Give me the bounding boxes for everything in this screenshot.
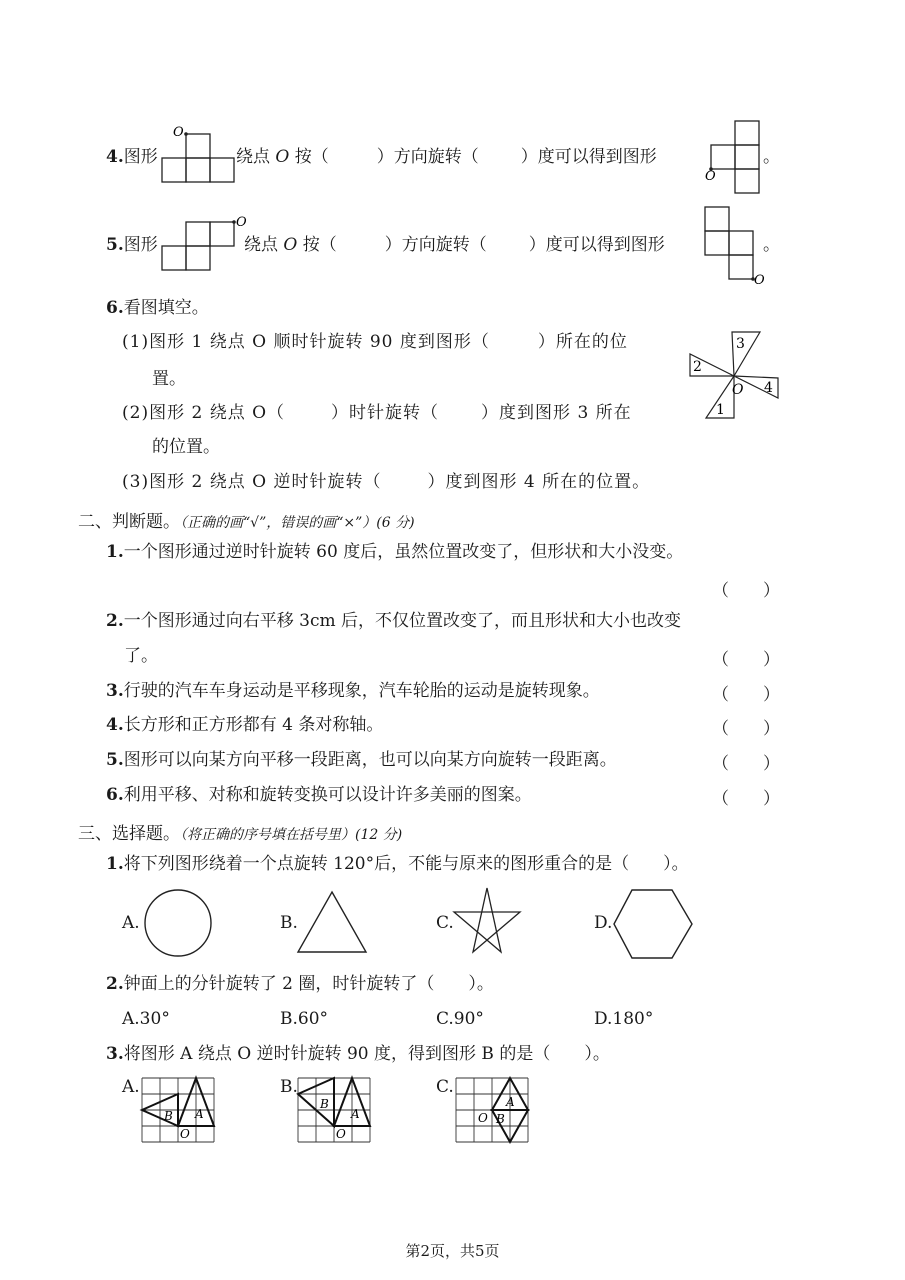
s3-q2-option-c[interactable]: C.90°	[436, 1009, 484, 1029]
s3-q1: 1.将下列图形绕着一个点旋转 120°后，不能与原来的图形重合的是（ ）。	[106, 854, 689, 874]
s3-q2-option-b[interactable]: B.60°	[280, 1009, 329, 1029]
grid-a-label-a: A	[195, 1107, 204, 1121]
s2-answer-3[interactable]: （ ）	[712, 685, 780, 705]
q6-p2: (2)图形 2 绕点 O（ ）时针旋转（ ）度到图形 3 所在	[122, 403, 632, 423]
s2-item-6: 6.利用平移、对称和旋转变换可以设计许多美丽的图案。	[106, 785, 532, 805]
grid-c-label-a: A	[506, 1095, 515, 1109]
grid-b-label-a: A	[351, 1107, 360, 1121]
grid-a-label-b: B	[164, 1109, 173, 1123]
s2-answer-6[interactable]: （ ）	[712, 789, 780, 809]
q6-pinwheel-diagram	[688, 332, 788, 422]
q6-p1-cont: 置。	[152, 369, 186, 389]
q5-text: 绕点 O 按（ ）方向旋转（ ）度可以得到图形	[244, 235, 665, 255]
s3-q1-option-b[interactable]: B.	[280, 913, 298, 933]
s3-q3: 3.将图形 A 绕点 O 逆时针旋转 90 度，得到图形 B 的是（ ）。	[106, 1044, 610, 1064]
q5-line: 5.图形	[106, 235, 158, 255]
q5-end: 。	[763, 235, 780, 255]
s2-answer-4[interactable]: （ ）	[712, 719, 780, 739]
s2-item-2: 2.一个图形通过向右平移 3cm 后，不仅位置改变了，而且形状和大小也改变	[106, 611, 682, 631]
grid-option-a	[140, 1076, 216, 1146]
grid-option-c	[454, 1076, 530, 1146]
q6-title: 6.看图填空。	[106, 298, 209, 318]
q4-shape-left	[158, 125, 238, 185]
grid-a-label-o: O	[180, 1127, 190, 1141]
q6-label-1: 1	[716, 402, 725, 418]
s2-item-2-cont: 了。	[124, 646, 158, 666]
q4-line: 4.图形	[106, 147, 158, 167]
s2-item-1: 1.一个图形通过逆时针旋转 60 度后，虽然位置改变了，但形状和大小没变。	[106, 542, 684, 562]
triangle-shape	[296, 890, 370, 956]
grid-c-label-o: O	[478, 1111, 488, 1125]
q5-point-o-right: O	[754, 273, 765, 288]
q5-shape-right	[702, 204, 772, 286]
q6-p3: (3)图形 2 绕点 O 逆时针旋转（ ）度到图形 4 所在的位置。	[122, 472, 651, 492]
s2-answer-5[interactable]: （ ）	[712, 754, 780, 774]
q4-end: 。	[763, 147, 780, 167]
s2-answer-1[interactable]: （ ）	[712, 581, 780, 601]
q6-p2-cont: 的位置。	[152, 437, 220, 457]
s2-answer-2[interactable]: （ ）	[712, 650, 780, 670]
q4-text: 绕点 O 按（ ）方向旋转（ ）度可以得到图形	[236, 147, 657, 167]
q5-point-o-left: O	[236, 215, 247, 230]
grid-b-label-o: O	[336, 1127, 346, 1141]
s2-item-5: 5.图形可以向某方向平移一段距离，也可以向某方向旋转一段距离。	[106, 750, 617, 770]
s3-q1-option-c[interactable]: C.	[436, 913, 454, 933]
q5-shape-left	[158, 215, 248, 273]
s3-q1-option-a[interactable]: A.	[122, 913, 140, 933]
q6-label-o: O	[732, 382, 744, 398]
s3-q2-option-d[interactable]: D.180°	[594, 1009, 654, 1029]
q4-point-o-left: O	[173, 125, 184, 140]
s3-q3-option-b[interactable]: B.	[280, 1077, 298, 1097]
s3-q3-option-a[interactable]: A.	[122, 1077, 140, 1097]
section3-heading: 三、选择题。（将正确的序号填在括号里）(12 分)	[78, 824, 403, 844]
s3-q2-option-a[interactable]: A.30°	[122, 1009, 170, 1029]
star-shape	[452, 886, 522, 956]
q6-label-4: 4	[764, 380, 773, 396]
hexagon-shape	[612, 888, 694, 960]
s3-q3-option-c[interactable]: C.	[436, 1077, 454, 1097]
grid-c-label-b: B	[496, 1112, 505, 1126]
q4-point-o-right: O	[705, 169, 716, 184]
s2-item-3: 3.行驶的汽车车身运动是平移现象，汽车轮胎的运动是旋转现象。	[106, 681, 600, 701]
section2-heading: 二、判断题。（正确的画“√”，错误的画“×”）(6 分)	[78, 512, 415, 532]
circle-shape	[142, 888, 216, 960]
grid-b-label-b: B	[320, 1097, 329, 1111]
page-footer: 第2页，共5页	[405, 1242, 500, 1260]
s3-q1-option-d[interactable]: D.	[594, 913, 613, 933]
s3-q2: 2.钟面上的分针旋转了 2 圈，时针旋转了（ ）。	[106, 974, 494, 994]
q6-label-2: 2	[693, 359, 702, 375]
q6-p1: (1)图形 1 绕点 O 顺时针旋转 90 度到图形（ ）所在的位	[122, 332, 628, 352]
q6-label-3: 3	[736, 336, 745, 352]
q4-shape-right	[705, 118, 768, 198]
s2-item-4: 4.长方形和正方形都有 4 条对称轴。	[106, 715, 384, 735]
grid-option-b	[296, 1076, 372, 1146]
